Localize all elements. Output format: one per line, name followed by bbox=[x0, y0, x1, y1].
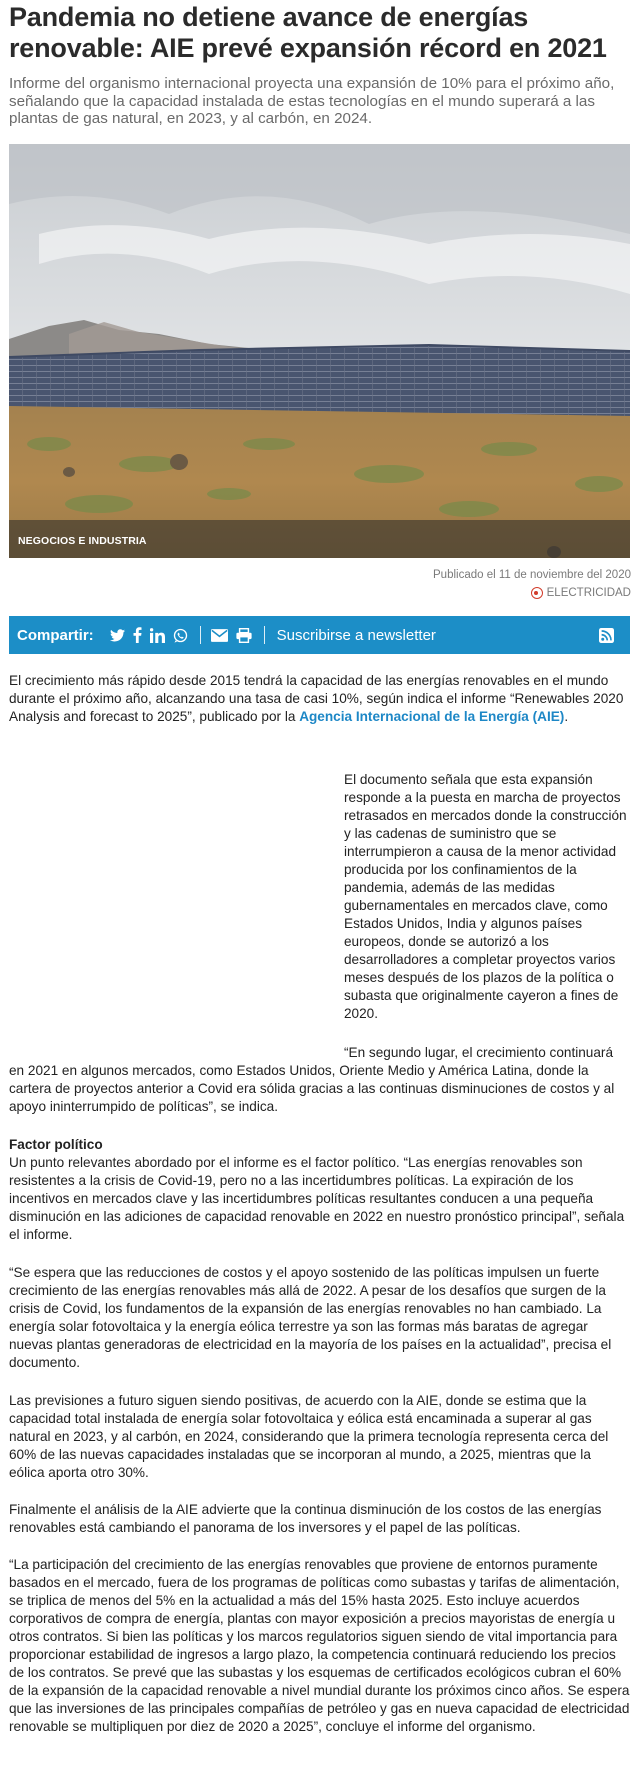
aie-link[interactable]: Agencia Internacional de la Energía (AIE) bbox=[299, 709, 565, 724]
paragraph-6: Las previsiones a futuro siguen siendo positivas, de acuerdo con la AIE, donde se estima que la capacidad total instalada de energía solar fotovoltaica y eólica está encaminada a superar al gas natural en 2023, y al carbón, en 2024, considerando que la primera tecnología representa cerca del 60% de las nuevas capacidades instaladas que se incorporan al mundo, a 2025, mientras que la eólica aporta otro 30%. bbox=[9, 1393, 609, 1480]
hero-section-label[interactable]: NEGOCIOS E INDUSTRIA bbox=[18, 535, 147, 547]
facebook-icon[interactable] bbox=[133, 627, 142, 643]
paragraph-1: El crecimiento más rápido desde 2015 tendrá la capacidad de las energías renovables en el mundo durante el próximo año, alcanzando una tasa de casi 10%, según indica el informe “Renewables 2020 Analysis and forecast to 2025”, publicado por la Agencia Internacional de la Energía (AIE). bbox=[9, 673, 624, 724]
article-title: Pandemia no detiene avance de energías renovable: AIE prevé expansión récord en 2021 bbox=[9, 2, 607, 63]
paragraph-3: “En segundo lugar, el crecimiento continuará en 2021 en algunos mercados, como Estados Unidos, Oriente Medio y América Latina, donde la cartera de proyectos anterior a Covid era sólida gracias a las continuas disminuciones de costos y al apoyo ininterrumpido de políticas”, se indica. bbox=[9, 1045, 615, 1114]
twitter-icon[interactable] bbox=[110, 629, 125, 642]
hero-image[interactable] bbox=[9, 144, 630, 558]
article-subtitle: Informe del organismo internacional proyecta una expansión de 10% para el próximo año, señalando que la capacidad instalada de estas tecnologías en el mundo superará a las plantas de gas natural, en 2023, y al carbón, en 2024. bbox=[9, 75, 615, 127]
category-dot-icon bbox=[531, 587, 543, 599]
print-icon[interactable] bbox=[236, 628, 252, 643]
paragraph-8: “La participación del crecimiento de las energías renovables que proviene de entornos puramente basados en el mercado, fuera de los programas de políticas como subastas y tarifas de alimentación, se triplica de menos del 5% en la actualidad a más del 15% hasta 2025. Esto incluye acuerdos corporativos de compra de energía, plantas con mayor exposición a precios mayoristas de energía u otros contratos. Si bien las políticas y los marcos regulatorios siguen siendo de vital importancia para proporcionar estabilidad de ingresos a largo plazo, la competencia continuará reduciendo los precios de los contratos. Se prevé que las subastas y los esquemas de certificados ecológicos cubran el 60% de la expansión de la capacidad renovable a nivel mundial durante los próximos cinco años. Se espera que las inversiones de las principales compañías de petróleo y gas en nueva capacidad de electricidad renovable se multipliquen por diez de 2020 a 2025”, concluye el informe del organismo. bbox=[9, 1557, 630, 1734]
paragraph-5: “Se espera que las reducciones de costos y el apoyo sostenido de las políticas impulsen un fuerte crecimiento de las energías renovables más allá de 2022. A pesar de los desafíos que surgen de la crisis de Covid, los fundamentos de la expansión de las energías renovables no han cambiado. La energía solar fotovoltaica y la energía eólica terrestre ya son las formas más baratas de agregar nuevas plantas generadoras de electricidad en la mayoría de los países en la actualidad”, precisa el documento. bbox=[9, 1265, 612, 1370]
whatsapp-icon[interactable] bbox=[173, 628, 188, 643]
solar-farm-photo bbox=[9, 144, 630, 558]
email-icon[interactable] bbox=[211, 629, 228, 642]
category-tag[interactable] bbox=[531, 587, 631, 599]
share-label: Compartir: bbox=[17, 626, 94, 644]
newsletter-link[interactable]: Suscribirse a newsletter bbox=[276, 626, 436, 644]
share-separator-2 bbox=[264, 626, 265, 644]
section-heading: Factor político bbox=[9, 1137, 103, 1152]
share-bar bbox=[9, 616, 630, 654]
paragraph-7: Finalmente el análisis de la AIE advierte que la continua disminución de los costos de las energías renovables está cambiando el panorama de los inversores y el papel de las políticas. bbox=[9, 1502, 602, 1535]
share-separator bbox=[200, 626, 201, 644]
publish-date: Publicado el 11 de noviembre del 2020 bbox=[433, 569, 631, 581]
category-label: ELECTRICIDAD bbox=[546, 587, 631, 599]
paragraph-4: Un punto relevantes abordado por el informe es el factor político. “Las energías renovables son resistentes a la crisis de Covid-19, pero no a las incertidumbres políticas. La expiración de los incentivos en mercados clave y las incertidumbres políticas resultantes conducen a una pequeña disminución en las adiciones de capacidad renovable en 2022 en nuestro pronóstico principal”, señala el informe. bbox=[9, 1155, 625, 1242]
paragraph-2: El documento señala que esta expansión responde a la puesta en marcha de proyectos retrasados en mercados donde la construcción y las cadenas de suministro que se interrumpieron a causa de la menor actividad producida por los confinamientos de la pandemia, además de las medidas gubernamentales en mercados clave, como Estados Unidos, India y algunos países europeos, donde se autorizó a los desarrolladores a completar proyectos varios meses después de los plazos de la política o subasta que originalmente cayeron a fines de 2020. bbox=[344, 772, 627, 1021]
linkedin-icon[interactable] bbox=[150, 628, 165, 643]
rss-icon[interactable] bbox=[599, 628, 614, 643]
